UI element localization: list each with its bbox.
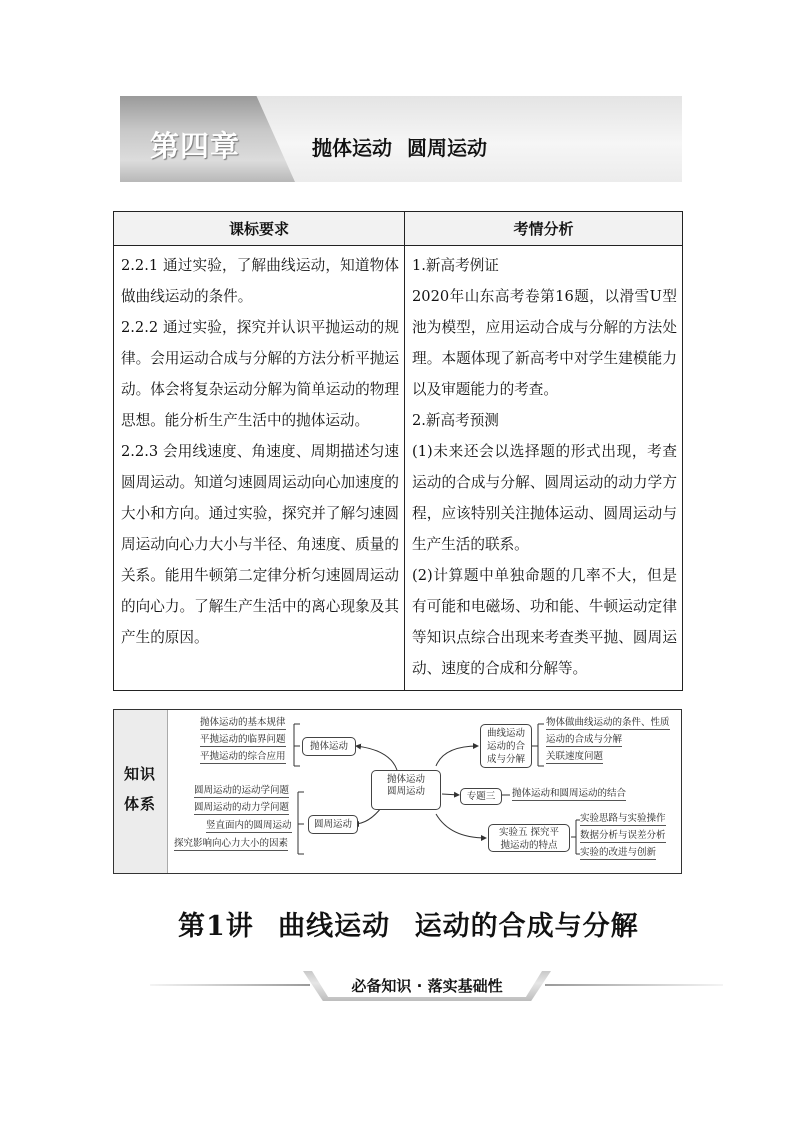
exp5-item-2: 数据分析与误差分析 — [580, 830, 666, 841]
analysis-example: 2020年山东高考卷第16题，以滑雪U型池为模型，应用运动合成与分解的方法处理。本题体现了新高考中对学生建模能力以及审题能力的考查。 — [412, 288, 677, 398]
exp5-item-1: 实验思路与实验操作 — [580, 813, 666, 824]
table-body-row — [114, 246, 683, 691]
section-title: 必备知识 · 落实基础性 — [351, 977, 503, 995]
requirement-2-2-1: 2.2.1 通过实验，了解曲线运动，知道物体做曲线运动的条件。 — [121, 257, 399, 305]
center-node: 抛体运动 圆周运动 — [371, 770, 441, 810]
header-curriculum: 课标要求 — [114, 212, 405, 246]
analysis-prediction-1: (1)未来还会以选择题的形式出现，考查运动的合成与分解、圆周运动的动力学方程，应该特别关注抛体运动、圆周运动与生产生活的联系。 — [412, 443, 677, 553]
knowledge-system-box — [113, 709, 682, 874]
curve-item-2: 运动的合成与分解 — [546, 734, 623, 745]
exp5-node: 实验五 探究平 抛运动的特点 — [488, 824, 570, 852]
link-curve — [436, 746, 478, 766]
curve-node: 曲线运动 运动的合 成与分解 — [480, 724, 532, 768]
analysis-heading-1: 1.新高考例证 — [412, 257, 499, 274]
lecture-title: 第1讲 曲线运动 运动的合成与分解 — [178, 911, 639, 942]
topic3-item: 抛体运动和圆周运动的结合 — [512, 788, 627, 799]
chapter-number: 第四章 — [150, 129, 241, 163]
circular-item-4: 探究影响向心力大小的因素 — [174, 838, 289, 849]
circular-item-1: 圆周运动的运动学问题 — [194, 785, 290, 796]
table-header-row — [114, 212, 683, 246]
projectile-item-3: 平抛运动的综合应用 — [200, 751, 286, 762]
link-exp5 — [436, 814, 486, 838]
analysis-cell — [405, 246, 683, 691]
brace-circular — [298, 792, 304, 854]
requirement-2-2-2: 2.2.2 通过实验，探究并认识平抛运动的规律。会用运动合成与分解的方法分析平抛运动。体会将复杂运动分解为简单运动的物理思想。能分析生产生活中的抛体运动。 — [121, 319, 399, 429]
curriculum-cell — [114, 246, 405, 691]
brace-projectile — [294, 724, 300, 766]
chapter-title: 抛体运动 圆周运动 — [312, 136, 487, 160]
curve-item-1: 物体做曲线运动的条件、性质 — [546, 717, 670, 728]
link-topic3 — [442, 794, 459, 795]
brace-curve — [532, 724, 544, 766]
brace-exp5 — [571, 820, 580, 854]
requirement-2-2-3: 2.2.3 会用线速度、角速度、周期描述匀速圆周运动。知道匀速圆周运动向心加速度的大小和方向。通过实验，探究并了解匀速圆周运动向心力大小与半径、角速度、质量的关系。能用牛顿第二定律分析匀速圆周运动的向心力。了解生产生活中的离心现象及其产生的原因。 — [121, 443, 399, 646]
exp5-item-3: 实验的改进与创新 — [580, 847, 657, 858]
analysis-heading-2: 2.新高考预测 — [412, 412, 499, 429]
chapter-banner — [120, 96, 682, 182]
analysis-prediction-2: (2)计算题中单独命题的几率不大，但是有可能和电磁场、功和能、牛顿运动定律等知识点综合出现来考查类平抛、圆周运动、速度的合成和分解等。 — [412, 567, 677, 677]
circular-item-3: 竖直面内的圆周运动 — [206, 820, 292, 831]
projectile-node: 抛体运动 — [302, 737, 356, 756]
circular-node: 圆周运动 — [308, 815, 358, 834]
label-line-2: 体系 — [124, 795, 157, 813]
header-exam-analysis: 考情分析 — [405, 212, 683, 246]
curve-item-3: 关联速度问题 — [546, 751, 604, 762]
label-line-1: 知识 — [124, 765, 157, 783]
section-line-left — [150, 984, 310, 986]
circular-item-2: 圆周运动的动力学问题 — [194, 802, 290, 813]
link-projectile — [356, 746, 397, 770]
topic3-node: 专题三 — [460, 788, 502, 805]
section-line-right — [545, 984, 723, 986]
projectile-item-2: 平抛运动的临界问题 — [200, 734, 286, 745]
projectile-item-1: 抛体运动的基本规律 — [200, 717, 286, 728]
requirements-table — [113, 211, 683, 691]
